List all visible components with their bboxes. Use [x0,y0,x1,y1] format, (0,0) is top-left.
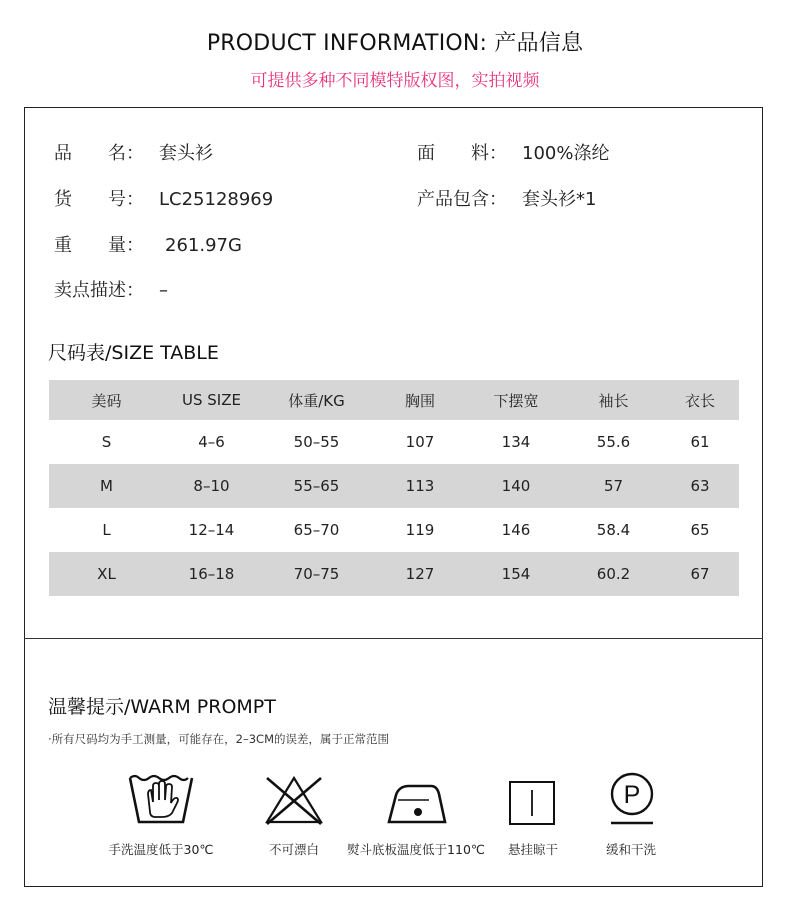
table-row [49,508,739,552]
table-cell: 107 [405,433,435,451]
table-cell: 70–75 [259,552,374,596]
table-cell: 119 [405,521,435,539]
header-cell: 体重/KG [259,380,374,420]
table-cell: 127 [374,552,466,596]
info-package-label: 产品包含： [417,189,507,210]
table-cell: 140 [466,464,566,508]
header-cell: 胸围 [374,380,466,420]
table-row [49,464,739,508]
info-weight-value: 261.97G [165,235,242,256]
table-cell: 60.2 [566,552,661,596]
care-item-gentle-dry-clean [561,770,701,858]
info-fabric-value: 100%涤纶 [522,143,610,164]
iron-icon [381,770,451,830]
care-label: 手洗温度低于30℃ [108,842,214,857]
table-cell: S [101,433,112,451]
section-divider [24,638,763,639]
header-cell: 美码 [49,380,164,420]
info-name-value: 套头衫 [159,143,213,164]
table-cell: 61 [690,433,710,451]
table-row [49,552,739,596]
care-item-hand-wash [91,770,231,858]
info-package-value: 套头衫*1 [522,189,597,210]
hand-wash-icon [126,770,196,830]
table-cell: 12–14 [188,521,235,539]
header-cell: 衣长 [661,380,739,420]
info-sku-value: LC25128969 [159,189,274,210]
info-package-row [417,185,596,211]
table-cell: 154 [466,552,566,596]
table-cell: 58.4 [596,521,631,539]
info-selling-row [54,276,168,302]
table-cell: 55–65 [259,464,374,508]
gentle-dry-clean-icon [596,770,666,830]
header-cell: US SIZE [164,380,259,420]
table-cell: M [49,464,164,508]
table-cell: 16–18 [164,552,259,596]
info-selling-label: 卖点描述： [54,280,144,301]
warm-prompt-note: ·所有尺码均为手工测量，可能存在，2–3CM的误差，属于正常范围 [48,732,389,746]
table-cell: 55.6 [596,433,631,451]
care-label: 缓和干洗 [605,842,656,857]
info-sku-row [54,185,273,211]
table-cell: 134 [501,433,531,451]
table-cell: 8–10 [164,464,259,508]
care-item-no-bleach [224,770,364,858]
size-table [49,380,739,596]
info-fabric-label: 面 料： [417,143,507,164]
info-weight-label: 重 量： [54,235,144,256]
table-cell: 146 [501,521,531,539]
info-selling-value: – [159,280,168,301]
table-cell: L [102,521,111,539]
size-table-header-row [49,380,739,420]
table-cell: 113 [374,464,466,508]
table-cell: XL [49,552,164,596]
svg-text:P: P [623,781,641,809]
page-subtitle: 可提供多种不同模特版权图，实拍视频 [250,71,540,91]
care-label: 熨斗底板温度低于110℃ [347,842,485,857]
info-fabric-row [417,139,609,165]
page-title: PRODUCT INFORMATION: 产品信息 [206,31,584,56]
table-cell: 4–6 [198,433,225,451]
table-cell: 57 [566,464,661,508]
hang-dry-icon [498,770,568,830]
table-cell: 63 [661,464,739,508]
table-cell: 65–70 [293,521,340,539]
header-cell: 袖长 [566,380,661,420]
header-cell: 下摆宽 [466,380,566,420]
info-sku-label: 货 号： [54,189,144,210]
table-row [49,420,739,464]
care-label: 不可漂白 [268,842,319,857]
table-cell: 67 [661,552,739,596]
size-table-title: 尺码表/SIZE TABLE [48,342,219,364]
no-bleach-icon [259,770,329,830]
info-weight-row [54,231,242,257]
table-cell: 65 [690,521,710,539]
info-name-label: 品 名： [54,143,144,164]
warm-prompt-title: 温馨提示/WARM PROMPT [48,696,276,718]
info-name-row [54,139,213,165]
care-label: 悬挂晾干 [507,842,558,857]
table-cell: 50–55 [293,433,340,451]
